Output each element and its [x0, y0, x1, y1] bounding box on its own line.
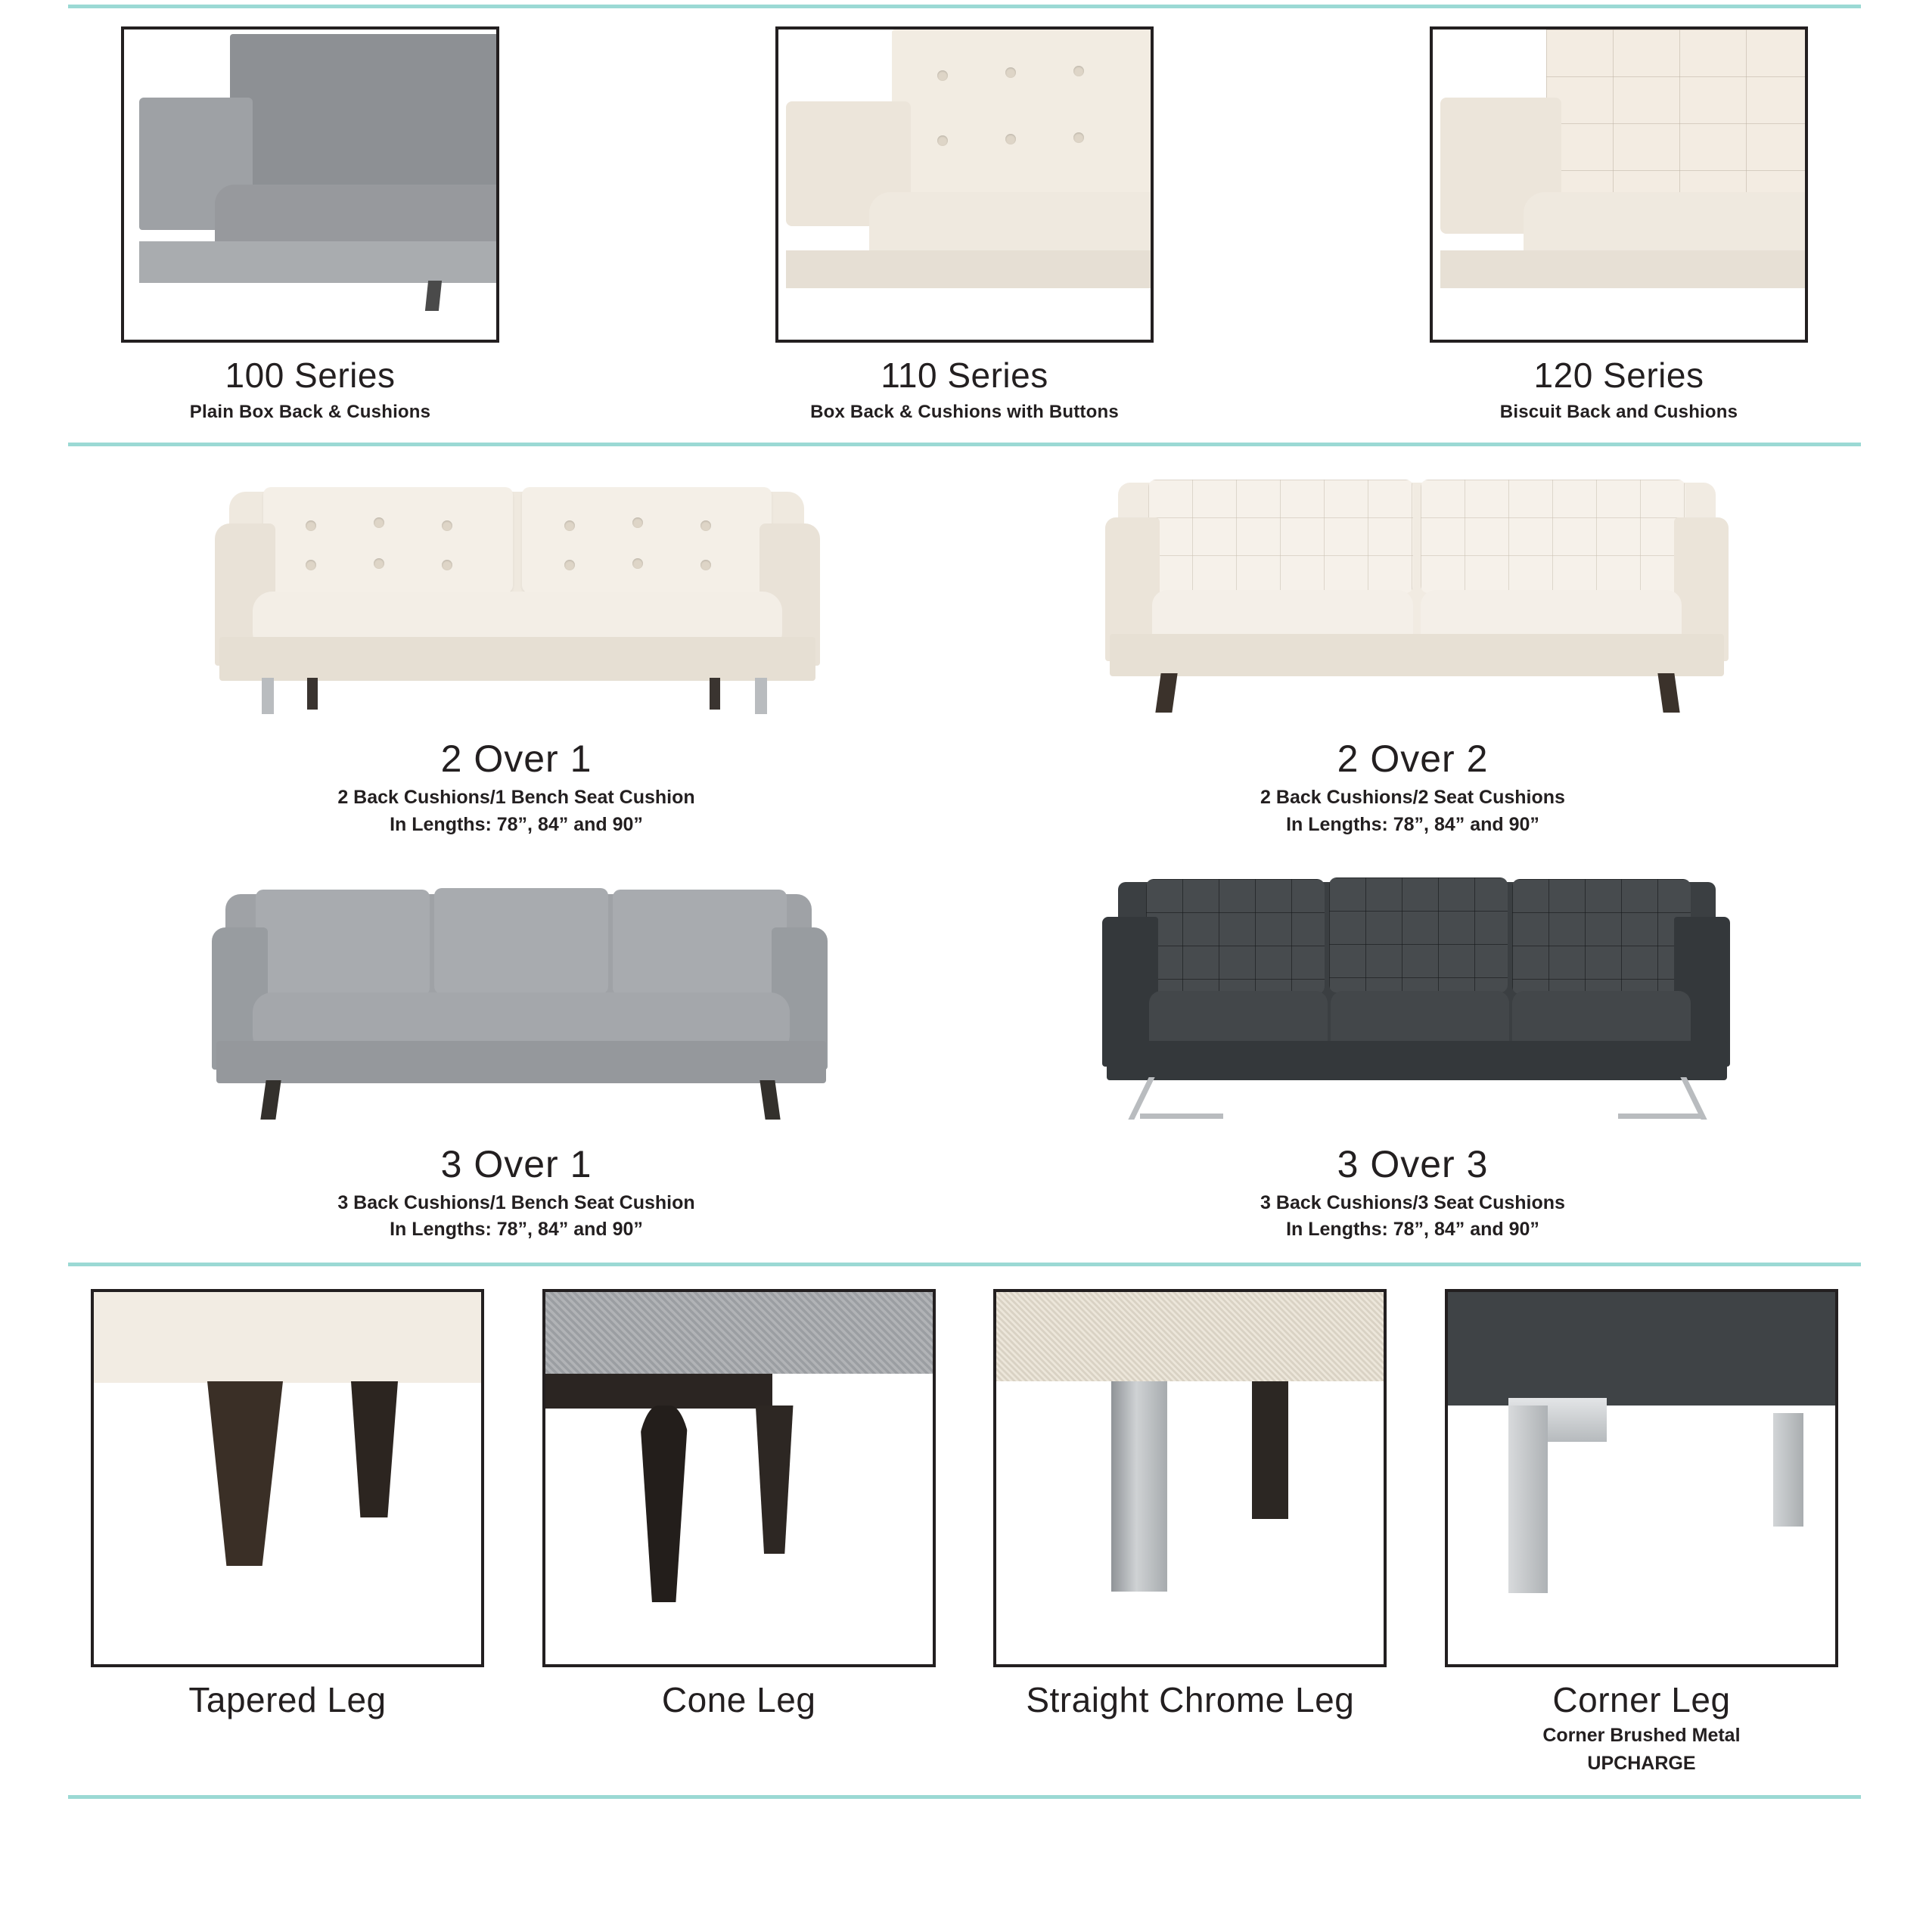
series-item-120 [1422, 26, 1816, 423]
series-subtitle: Box Back & Cushions with Buttons [810, 402, 1119, 422]
sofa-3-over-3-charcoal-image [1076, 862, 1750, 1135]
sofa-3-over-1-grey-image [180, 862, 853, 1135]
configuration-title: 3 Over 3 [1337, 1142, 1489, 1185]
configuration-item-3-over-1 [101, 862, 933, 1244]
leg-sub1: Corner Brushed Metal [1542, 1725, 1741, 1746]
leg-title: Tapered Leg [188, 1680, 387, 1719]
configuration-line2: In Lengths: 78”, 84” and 90” [390, 1219, 643, 1241]
leg-sub2: UPCHARGE [1587, 1752, 1696, 1774]
configuration-line2: In Lengths: 78”, 84” and 90” [1286, 813, 1539, 835]
sofa-detail-110-series-cream-buttons-image [775, 26, 1154, 343]
leg-item-tapered [83, 1289, 492, 1775]
sofa-2-over-2-cream-image [1076, 457, 1750, 729]
leg-detail-straight-chrome-image [993, 1289, 1387, 1667]
leg-title: Cone Leg [661, 1680, 816, 1719]
configuration-title: 2 Over 2 [1337, 738, 1489, 780]
leg-item-cone [535, 1289, 943, 1775]
series-title: 100 Series [225, 356, 396, 395]
series-section [68, 8, 1861, 423]
leg-detail-corner-brushed-metal-image [1445, 1289, 1838, 1667]
configuration-item-2-over-1 [101, 457, 933, 838]
series-subtitle: Plain Box Back & Cushions [189, 402, 431, 422]
divider-bottom [68, 1795, 1861, 1799]
configuration-line2: In Lengths: 78”, 84” and 90” [390, 813, 643, 835]
legs-section [68, 1266, 1861, 1775]
leg-detail-tapered-image [91, 1289, 484, 1667]
configuration-line1: 2 Back Cushions/2 Seat Cushions [1260, 787, 1565, 808]
configuration-item-3-over-3 [997, 862, 1829, 1244]
leg-item-straight-chrome [986, 1289, 1394, 1775]
sofa-2-over-1-cream-image [180, 457, 853, 729]
configuration-line1: 3 Back Cushions/1 Bench Seat Cushion [337, 1191, 695, 1213]
series-title: 120 Series [1533, 356, 1704, 395]
leg-item-corner [1437, 1289, 1846, 1775]
configurations-section [68, 446, 1861, 1243]
configuration-item-2-over-2 [997, 457, 1829, 838]
series-title: 110 Series [881, 356, 1048, 395]
catalog-page [0, 5, 1929, 1932]
series-item-110 [768, 26, 1161, 423]
leg-title: Corner Leg [1552, 1680, 1731, 1719]
sofa-detail-120-series-biscuit-image [1430, 26, 1808, 343]
configuration-title: 3 Over 1 [440, 1142, 592, 1185]
sofa-detail-100-series-grey-image [121, 26, 499, 343]
leg-detail-cone-image [542, 1289, 936, 1667]
configurations-row-2 [68, 862, 1861, 1244]
series-subtitle: Biscuit Back and Cushions [1499, 402, 1738, 422]
configuration-line1: 2 Back Cushions/1 Bench Seat Cushion [337, 787, 695, 808]
leg-title: Straight Chrome Leg [1026, 1680, 1355, 1719]
configuration-line1: 3 Back Cushions/3 Seat Cushions [1260, 1191, 1565, 1213]
configurations-row-1 [68, 457, 1861, 838]
series-item-100 [113, 26, 507, 423]
configuration-title: 2 Over 1 [440, 738, 592, 780]
configuration-line2: In Lengths: 78”, 84” and 90” [1286, 1219, 1539, 1241]
